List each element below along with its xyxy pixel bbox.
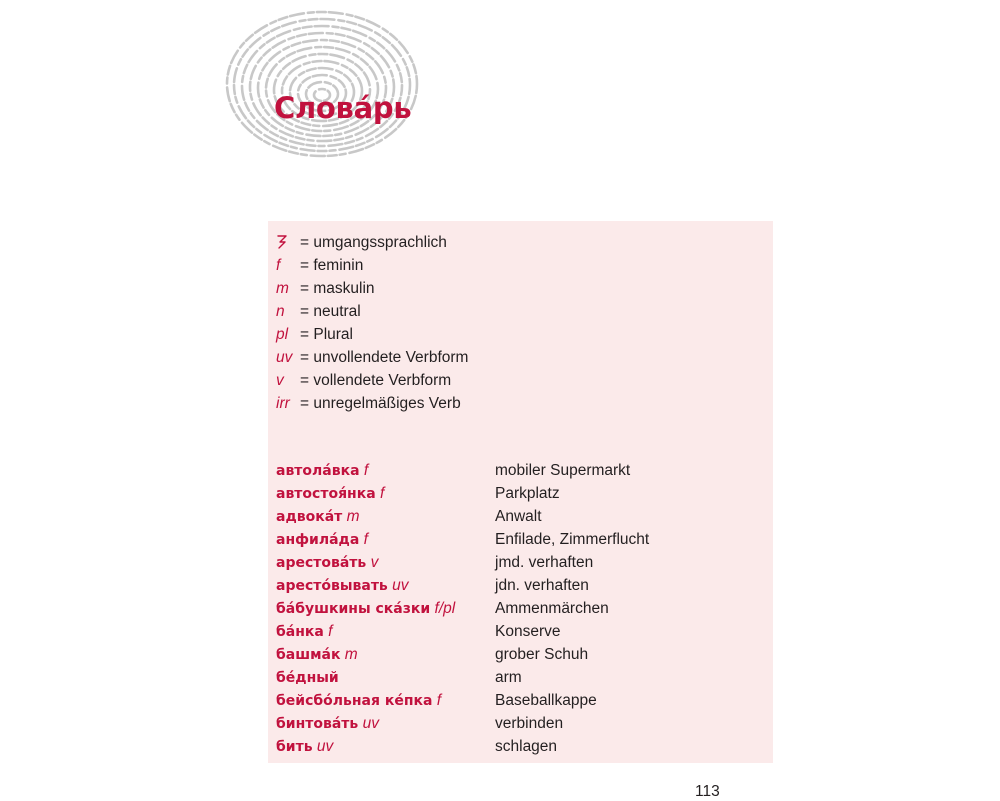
dictionary-entry: [276, 505, 766, 528]
legend-abbreviation: pl: [276, 326, 289, 343]
legend-row: [276, 254, 468, 277]
dictionary-entry: [276, 459, 766, 482]
legend-meaning: = maskulin: [300, 280, 375, 297]
entry-grammar: uv: [392, 577, 409, 594]
entry-word: ба́нка: [276, 624, 324, 640]
entry-word: башма́к: [276, 647, 341, 663]
legend-abbreviation: uv: [276, 349, 293, 366]
legend-meaning: = neutral: [300, 303, 361, 320]
entry-translation: verbinden: [495, 715, 564, 732]
entry-translation: Enfilade, Zimmerflucht: [495, 531, 650, 548]
dictionary-entry: [276, 528, 766, 551]
colloquial-lightning-icon: [276, 231, 300, 254]
dictionary-entry: [276, 574, 766, 597]
entry-translation: Anwalt: [495, 508, 542, 525]
dictionary-entry: [276, 689, 766, 712]
legend-meaning: = umgangssprachlich: [300, 234, 447, 251]
dictionary-entries: [276, 459, 766, 758]
entry-grammar: f: [328, 623, 333, 640]
legend-abbreviation: n: [276, 303, 285, 320]
legend-row: [276, 323, 468, 346]
entry-grammar: uv: [362, 715, 379, 732]
entry-translation: Konserve: [495, 623, 561, 640]
legend-row: [276, 277, 468, 300]
entry-translation: Parkplatz: [495, 485, 560, 502]
legend-row: [276, 346, 468, 369]
entry-grammar: uv: [316, 738, 334, 755]
legend-meaning: = feminin: [300, 257, 364, 274]
legend-row: [276, 300, 468, 323]
abbreviation-legend: [276, 231, 468, 415]
legend-row: [276, 369, 468, 392]
page-number: 113: [695, 783, 720, 800]
dictionary-panel: [268, 221, 773, 763]
dictionary-entry: [276, 620, 766, 643]
entry-grammar: f: [363, 462, 369, 479]
legend-abbreviation: m: [276, 280, 289, 297]
entry-translation: arm: [495, 669, 522, 686]
entry-word: автола́вка: [276, 463, 360, 479]
entry-grammar: f: [380, 485, 385, 502]
dictionary-entry: [276, 735, 766, 758]
entry-translation: Ammenmärchen: [495, 600, 609, 617]
legend-abbreviation: irr: [276, 395, 290, 412]
entry-word: бе́дный: [276, 670, 339, 686]
legend-row: [276, 231, 468, 254]
entry-grammar: m: [344, 646, 358, 663]
entry-grammar: f: [363, 531, 368, 548]
legend-meaning: = unregelmäßiges Verb: [300, 395, 461, 412]
entry-translation: jmd. verhaften: [495, 554, 594, 571]
legend-meaning: = Plural: [300, 326, 353, 343]
dictionary-entry: [276, 597, 766, 620]
entry-translation: grober Schuh: [495, 646, 589, 663]
dictionary-entry: [276, 551, 766, 574]
legend-abbreviation: f: [276, 257, 281, 274]
entry-translation: schlagen: [495, 738, 558, 755]
dictionary-entry: [276, 482, 766, 505]
entry-word: ба́бушкины ска́зки: [276, 601, 431, 617]
entry-word: адвока́т: [276, 509, 343, 525]
dictionary-entry: [276, 643, 766, 666]
page-title: Слова́рь: [274, 91, 412, 125]
legend-row: [276, 392, 468, 415]
entry-translation: jdn. verhaften: [495, 577, 589, 594]
entry-grammar: f/pl: [434, 600, 456, 617]
entry-translation: Baseballkappe: [495, 692, 597, 709]
legend-abbreviation: v: [276, 372, 284, 389]
entry-word: аресто́вывать: [276, 578, 388, 594]
dictionary-entry: [276, 666, 766, 689]
entry-word: автостоя́нка: [276, 486, 376, 502]
fingerprint-decoration: [222, 0, 422, 170]
entry-grammar: f: [436, 692, 442, 709]
legend-meaning: = unvollendete Verbform: [300, 349, 469, 366]
entry-grammar: v: [370, 554, 379, 571]
entry-word: бинтова́ть: [276, 716, 359, 732]
dictionary-entry: [276, 712, 766, 735]
entry-word: арестова́ть: [276, 555, 367, 571]
entry-grammar: m: [346, 508, 360, 525]
legend-meaning: = vollendete Verbform: [300, 372, 452, 389]
entry-word: анфила́да: [276, 532, 360, 548]
entry-word: бейсбо́льная ке́пка: [276, 693, 433, 709]
entry-translation: mobiler Supermarkt: [495, 462, 631, 479]
entry-word: бить: [276, 739, 313, 755]
